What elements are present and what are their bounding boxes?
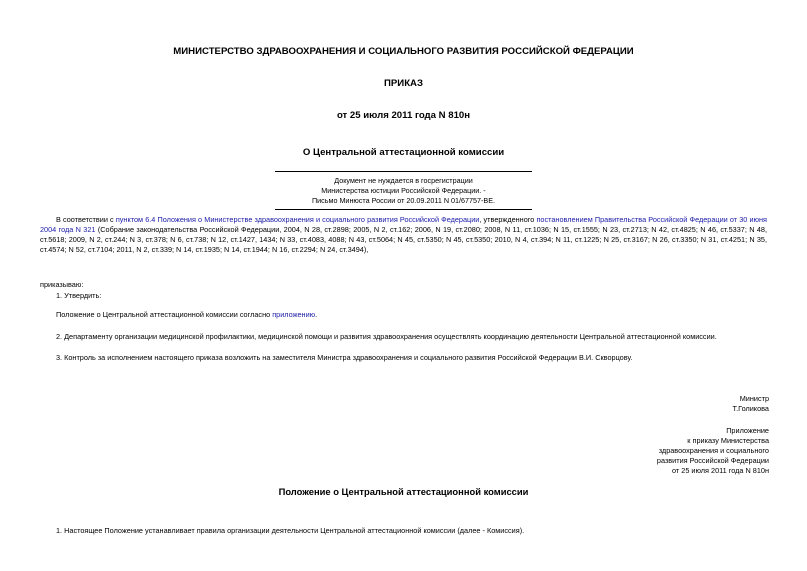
note-top-rule: [275, 171, 532, 172]
order-item-1: 1. Утвердить:: [56, 291, 102, 300]
appendix-header-line5: от 25 июля 2011 года N 810н: [672, 466, 769, 475]
order-item-2: 2. Департаменту организации медицинской профилактики, медицинской помощи и развития здравоохранения осуществлять координацию деятельности Центральной аттестационной комиссии.: [56, 332, 717, 341]
ministry-heading: МИНИСТЕРСТВО ЗДРАВООХРАНЕНИЯ И СОЦИАЛЬНОГО РАЗВИТИЯ РОССИЙСКОЙ ФЕДЕРАЦИИ: [173, 46, 634, 57]
appendix-header-line4: развития Российской Федерации: [656, 456, 769, 465]
signature-position: Министр: [739, 394, 769, 403]
order-item-3: 3. Контроль за исполнением настоящего приказа возложить на заместителя Министра здравоохранения и социального развития Российской Федерации В.И. Скворцову.: [56, 353, 633, 362]
preamble-suffix: (Собрание законодательства Российской Федерации, 2004, N 28, ст.2898; 2005, N 2, ст.162; 2006, N 19, ст.2080; 2008, N 11, ст.1036; N 15, ст.1555; N 23, ст.2713; N 42, ст.4825; N 46, ст.5337; N 48, ст.5618; 2009, N 2, ст.244; N 3, ст.378; N 6, ст.738; N 12, ст.1427, 1434; N 33, ст.4083, 4088; N 43, ст.5064; N 45, ст.5350; N 45, ст.5350; 2010, N 4, ст.394; N 11, ст.1225; N 25, ст.3167; N 26, ст.3350; N 31, ст.4251; N 35, ст.4574; N 52, ст.7104; 2011, N 2, ст.339; N 14, ст.1935; N 14, ст.1944; N 16, ст.2294; N 24, ст.3494),: [40, 225, 767, 254]
order-item-1-prefix: Положение о Центральной аттестационной комиссии согласно: [56, 310, 273, 319]
order-item-1-text: [56, 310, 317, 320]
appendix-header: [657, 426, 769, 476]
registration-note: [0, 176, 807, 206]
document-title: О Центральной аттестационной комиссии: [302, 147, 505, 158]
government-decree-link[interactable]: постановлением Правительства Российской Федерации от 30 июня 2004 года N 321: [40, 215, 768, 234]
document-type-heading: ПРИКАЗ: [384, 78, 423, 89]
preamble-middle: , утвержденного: [479, 215, 537, 224]
document-date-number: от 25 июля 2011 года N 810н: [336, 110, 471, 121]
registration-note-line3: Письмо Минюста России от 20.09.2011 N 01/67757-ВЕ.: [311, 196, 495, 205]
registration-note-line1: Документ не нуждается в госрегистрации: [334, 176, 473, 185]
signature-name: Т.Голикова: [732, 404, 769, 413]
prikazyvayu-text: приказываю:: [40, 280, 84, 289]
note-bottom-rule: [275, 209, 532, 210]
appendix-header-line2: к приказу Министерства: [687, 436, 769, 445]
regulation-link[interactable]: пунктом 6.4 Положения о Министерстве здравоохранения и социального развития Российской Федерации: [115, 215, 480, 224]
preamble-paragraph: [40, 215, 767, 255]
signature-block: [732, 394, 769, 414]
appendix-header-line3: здравоохранения и социального: [658, 446, 769, 455]
preamble-prefix: В соответствии с: [56, 215, 116, 224]
registration-note-line2: Министерства юстиции Российской Федерации. -: [321, 186, 486, 195]
appendix-link[interactable]: приложению: [272, 310, 316, 319]
order-item-1-suffix: .: [315, 310, 318, 319]
appendix-header-line1: Приложение: [726, 426, 769, 435]
appendix-item-1: 1. Настоящее Положение устанавливает правила организации деятельности Центральной аттестационной комиссии (далее - Комиссия).: [56, 526, 525, 535]
appendix-title: Положение о Центральной аттестационной комиссии: [278, 486, 529, 497]
